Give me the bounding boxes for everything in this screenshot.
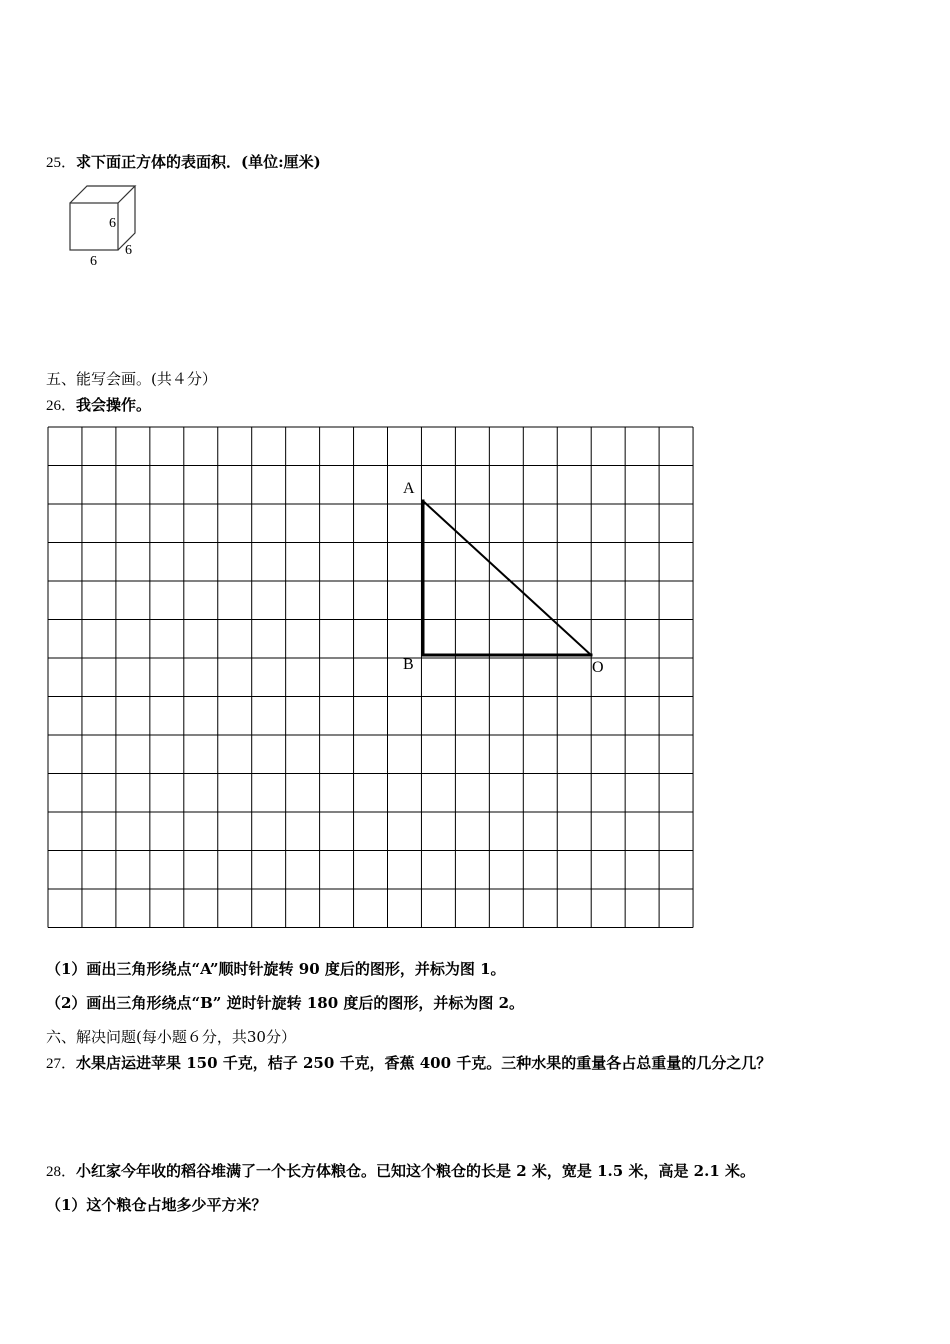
section-6-header: 六、解决问题(每小题６分，共30分） [46, 1028, 296, 1046]
triangle-side-ao [423, 501, 591, 655]
cube-side-face [118, 186, 135, 250]
square-grid [0, 420, 950, 940]
question-text: 求下面正方体的表面积．(单位:厘米) [76, 153, 321, 171]
point-b-label: B [403, 656, 414, 673]
question-number: 27． [46, 1056, 77, 1072]
point-o-label: O [592, 659, 604, 676]
cube-front-label: 6 [109, 216, 116, 231]
cube-side-label: 6 [125, 243, 132, 258]
section-5-header: 五、能写会画。(共４分） [46, 370, 217, 388]
question-26-sub-2: （2）画出三角形绕点“B” 逆时针旋转 180 度后的图形，并标为图 2。 [46, 994, 525, 1012]
cube-top-face [70, 186, 135, 203]
question-27 [46, 1053, 771, 1074]
question-26-sub-1: （1）画出三角形绕点“A”顺时针旋转 90 度后的图形，并标为图 1。 [46, 960, 506, 978]
cube-bottom-label: 6 [90, 254, 97, 269]
question-26 [46, 395, 151, 416]
question-28 [46, 1161, 755, 1182]
question-text: 小红家今年收的稻谷堆满了一个长方体粮仓。已知这个粮仓的长是 2 米，宽是 1.5 米，高是 2.1 米。 [76, 1162, 755, 1180]
question-text: 水果店运进苹果 150 千克，桔子 250 千克，香蕉 400 千克。三种水果的重量各占总重量的几分之几？ [76, 1054, 772, 1072]
question-number: 28． [46, 1164, 77, 1180]
question-28-sub-1: （1）这个粮仓占地多少平方米？ [46, 1196, 267, 1214]
point-a-label: A [403, 480, 415, 497]
question-number: 26． [46, 398, 77, 414]
question-text: 我会操作。 [76, 396, 152, 414]
question-25 [46, 152, 321, 173]
question-number: 25． [46, 155, 77, 171]
